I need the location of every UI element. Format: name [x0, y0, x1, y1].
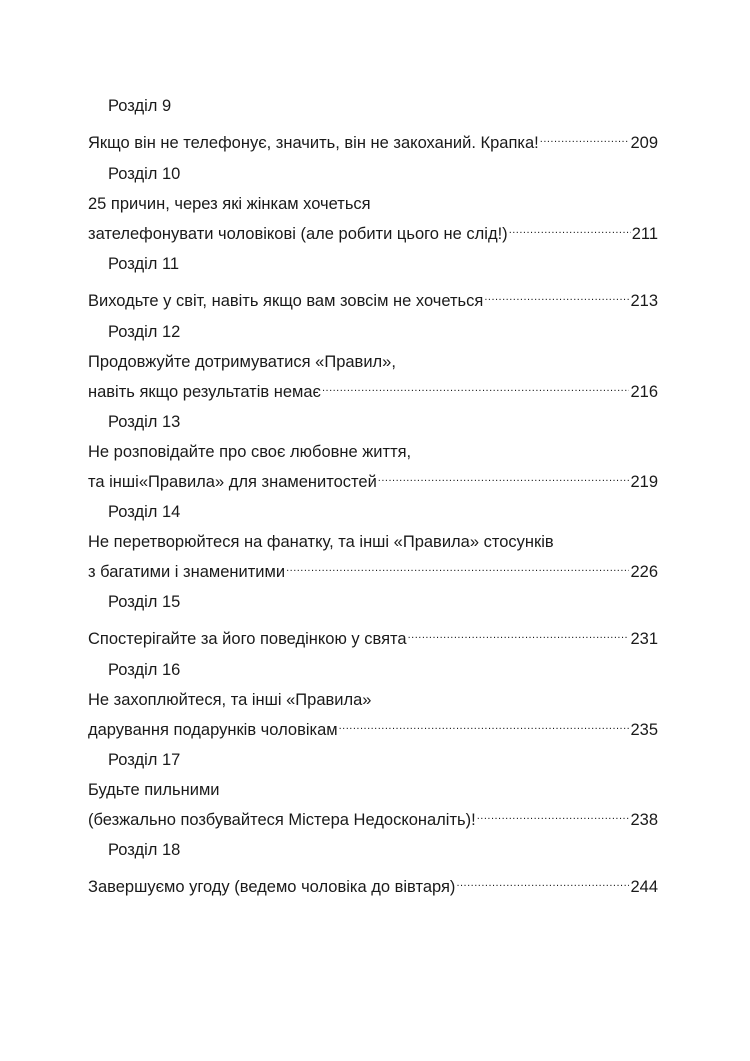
chapter-title-continued: (безжально позбувайтеся Містера Недосконаліть)!: [88, 811, 476, 829]
chapter-number: Розділ 12: [108, 323, 181, 341]
chapter-title-continued: зателефонувати чоловікові (але робити цього не слід!): [88, 225, 508, 243]
dot-leader: [322, 374, 630, 397]
chapter-number: Розділ 10: [108, 165, 181, 183]
chapter-number: Розділ 11: [108, 255, 180, 273]
toc-entry-chapter-16: [88, 659, 658, 739]
chapter-title: Завершуємо угоду (ведемо чоловіка до вівтаря): [88, 878, 456, 896]
chapter-title: Не перетворюйтеся на фанатку, та інші «Правила» стосунків: [88, 533, 554, 551]
dot-leader: [456, 869, 629, 892]
toc-entry-chapter-10: [88, 163, 658, 243]
chapter-title: Продовжуйте дотримуватися «Правил»,: [88, 353, 396, 371]
page-number: 213: [630, 292, 658, 310]
toc-title-line: [88, 869, 658, 896]
toc-entry-chapter-18: [88, 839, 658, 896]
dot-leader: [286, 554, 629, 577]
chapter-number: Розділ 16: [108, 661, 181, 679]
toc-entry-chapter-17: [88, 749, 658, 829]
chapter-title-continued: дарування подарунків чоловікам: [88, 721, 338, 739]
chapter-title-continued: з багатими і знаменитими: [88, 563, 286, 581]
toc-title-line: [88, 554, 658, 581]
toc-entry-chapter-9: [88, 95, 658, 152]
page-number: 244: [630, 878, 658, 896]
toc-title-line: [88, 464, 658, 491]
dot-leader: [378, 464, 630, 487]
chapter-title: Спостерігайте за його поведінкою у свята: [88, 630, 407, 648]
page-number: 211: [631, 225, 658, 243]
dot-leader: [540, 125, 630, 148]
toc-title-line: [88, 216, 658, 243]
chapter-title-continued: та інші«Правила» для знаменитостей: [88, 473, 377, 491]
chapter-title: 25 причин, через які жінкам хочеться: [88, 195, 371, 213]
toc-entry-chapter-13: [88, 411, 658, 491]
page-number: 231: [630, 630, 658, 648]
chapter-title: Виходьте у світ, навіть якщо вам зовсім не хочеться: [88, 292, 484, 310]
toc-entry-chapter-15: [88, 591, 658, 648]
toc-entry-chapter-12: [88, 321, 658, 401]
chapter-title: Будьте пильними: [88, 781, 220, 799]
dot-leader: [509, 216, 631, 239]
toc-title-line: [88, 125, 658, 152]
toc-title-line: [88, 283, 658, 310]
dot-leader: [408, 621, 630, 644]
chapter-number: Розділ 9: [108, 97, 172, 115]
chapter-title: Якщо він не телефонує, значить, він не закоханий. Крапка!: [88, 134, 539, 152]
dot-leader: [477, 802, 630, 825]
page-number: 216: [630, 383, 658, 401]
page-number: 209: [630, 134, 658, 152]
chapter-number: Розділ 18: [108, 841, 181, 859]
dot-leader: [484, 283, 629, 306]
toc-entry-chapter-14: [88, 501, 658, 581]
chapter-number: Розділ 13: [108, 413, 181, 431]
dot-leader: [339, 712, 630, 735]
page-number: 238: [630, 811, 658, 829]
chapter-title: Не розповідайте про своє любовне життя,: [88, 443, 412, 461]
toc-entry-chapter-11: [88, 253, 658, 310]
page-number: 219: [630, 473, 658, 491]
table-of-contents: [88, 95, 658, 896]
chapter-number: Розділ 17: [108, 751, 181, 769]
toc-title-line: [88, 374, 658, 401]
chapter-number: Розділ 15: [108, 593, 181, 611]
chapter-title: Не захоплюйтеся, та інші «Правила»: [88, 691, 372, 709]
toc-title-line: [88, 621, 658, 648]
toc-title-line: [88, 802, 658, 829]
chapter-number: Розділ 14: [108, 503, 181, 521]
toc-title-line: [88, 712, 658, 739]
page-number: 226: [630, 563, 658, 581]
chapter-title-continued: навіть якщо результатів немає: [88, 383, 321, 401]
page-number: 235: [630, 721, 658, 739]
